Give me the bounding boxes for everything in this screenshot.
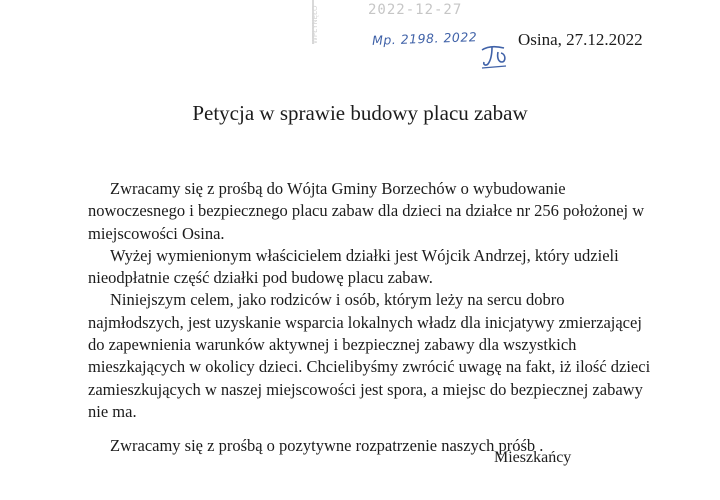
body-line: zamieszkujących w naszej miejscowości jest spora, a miejsc do bezpiecznej zabawy	[88, 379, 643, 399]
body-line: Niniejszym celem, jako rodziców i osób, którym leży na sercu dobro	[110, 290, 565, 310]
body-line: do zapewnienia warunków aktywnej i bezpiecznej zabawy dla wszystkich	[88, 335, 577, 355]
stamp-date: 2022-12-27	[368, 2, 463, 18]
petition-body	[88, 178, 668, 458]
body-line: najmłodszych, jest uzyskanie wsparcia lokalnych władz dla inicjatywy zmierzającej	[88, 312, 642, 332]
body-line: nie ma.	[88, 401, 137, 421]
body-line: miejscowości Osina.	[88, 223, 225, 243]
body-line: nowoczesnego i bezpiecznego placu zabaw dla dzieci na działce nr 256 położonej w	[88, 201, 645, 221]
body-line: mieszkających w okolicy dzieci. Chcielibyśmy zwrócić uwagę na fakt, iż ilość dzieci	[88, 357, 651, 377]
body-line: Zwracamy się z prośbą o pozytywne rozpatrzenie naszych próśb .	[110, 436, 544, 456]
body-line: nieodpłatnie część działki pod budowę placu zabaw.	[88, 268, 433, 288]
stamp-vertical-text: WPŁYNĘŁO	[311, 5, 319, 44]
handwritten-initials-icon	[478, 40, 510, 70]
registration-number: Mp. 2198. 2022	[371, 29, 478, 48]
body-line: Zwracamy się z prośbą do Wójta Gminy Borzechów o wybudowanie	[110, 179, 566, 198]
body-line: Wyżej wymienionym właścicielem działki jest Wójcik Andrzej, który udzieli	[110, 245, 619, 265]
signature: Mieszkańcy	[494, 449, 572, 466]
document-title: Petycja w sprawie budowy placu zabaw	[192, 101, 528, 125]
place-and-date: Osina, 27.12.2022	[518, 30, 643, 49]
